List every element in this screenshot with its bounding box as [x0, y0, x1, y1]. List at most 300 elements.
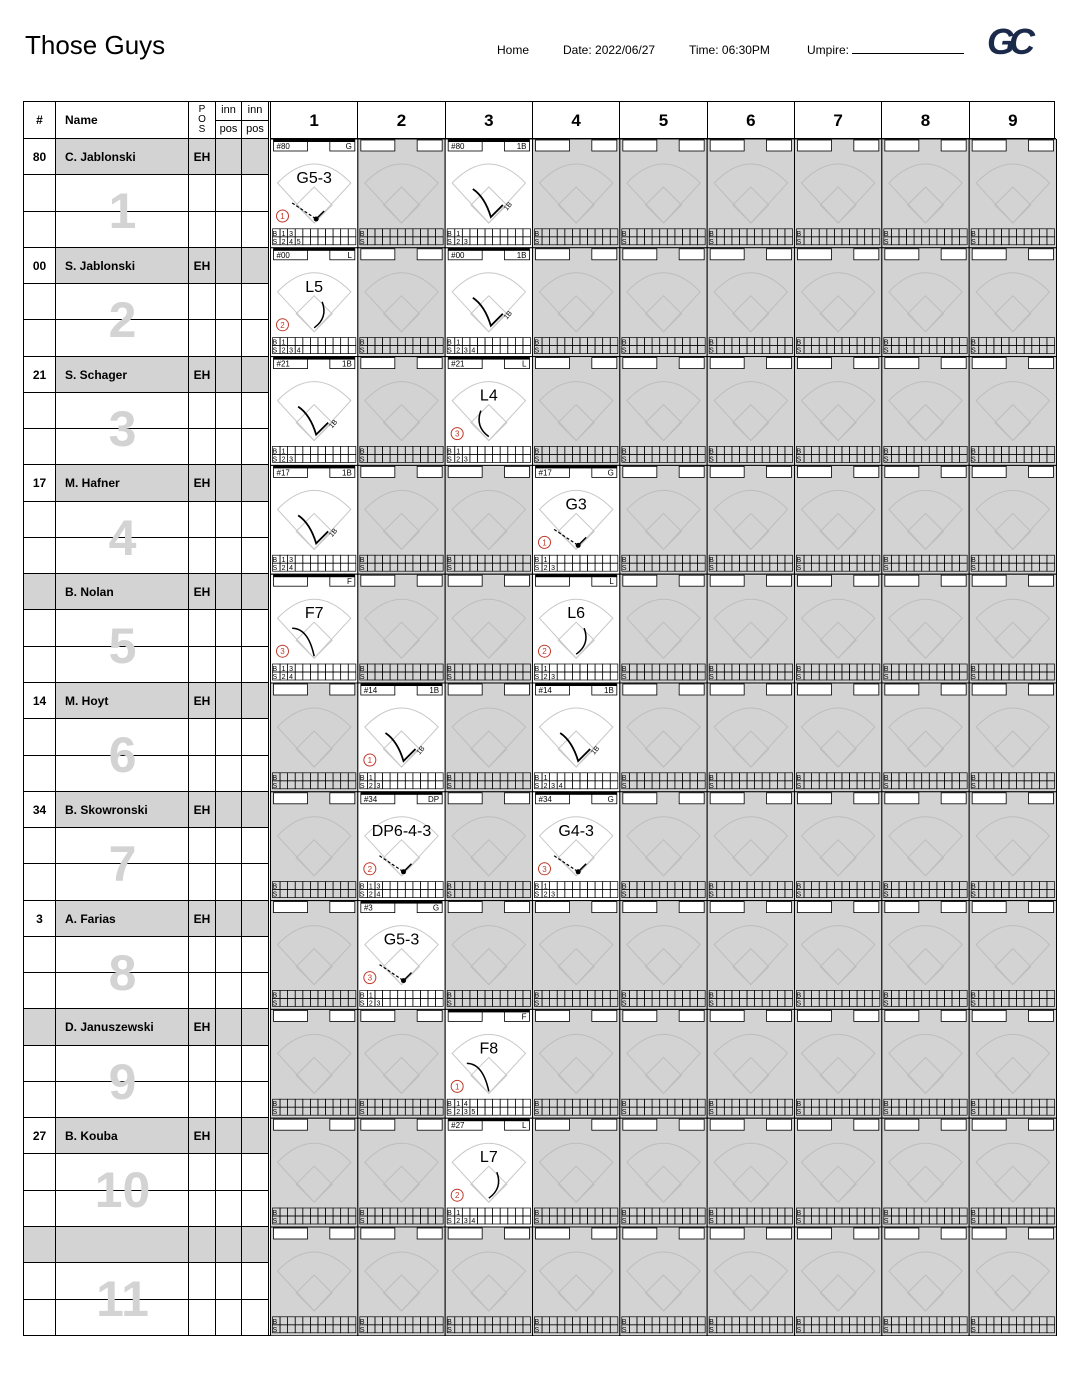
- result-tag-box: [504, 793, 529, 804]
- at-bat-cell: [532, 139, 619, 248]
- result-tag-box: [504, 684, 529, 695]
- balls-label: B: [272, 448, 277, 456]
- blank-pos-small-cell: [242, 1082, 269, 1118]
- sub-inn-cell: [216, 139, 242, 175]
- umpire-line: [852, 43, 964, 54]
- at-bat-box: [881, 574, 968, 683]
- strikes-label: S: [708, 238, 714, 246]
- strikes-label: S: [970, 456, 976, 464]
- at-bat-cell: [357, 248, 444, 357]
- blank-num-cell: [24, 828, 56, 864]
- blank-pos-cell: [189, 175, 216, 211]
- batter-tag: #17: [276, 468, 290, 478]
- result-tag: 1B: [516, 142, 526, 151]
- batter-tag-box: [273, 793, 307, 804]
- play-notation: G3: [564, 496, 587, 514]
- result-tag-box: [1028, 1228, 1053, 1239]
- strikes-label: S: [708, 1000, 714, 1008]
- blank-pos-cell: [189, 1263, 216, 1299]
- result-tag-box: [329, 1010, 354, 1021]
- result-tag-box: [1028, 684, 1053, 695]
- result-tag-box: [679, 793, 704, 804]
- batter-tag-box: [884, 1228, 918, 1239]
- strikes-label: S: [796, 238, 801, 246]
- blank-pos-small-cell: [242, 973, 269, 1009]
- at-bat-cell: [707, 901, 794, 1010]
- blank-num-cell: [24, 864, 56, 900]
- batter-tag-box: [797, 358, 831, 369]
- strike-count: 5: [296, 238, 301, 246]
- balls-label: B: [796, 230, 801, 238]
- at-bat-cell: [270, 901, 357, 1010]
- out-number: 3: [367, 973, 372, 983]
- player-name: S. Schager: [56, 357, 189, 393]
- inning-header-5: 5: [619, 102, 706, 139]
- blank-num-cell: [24, 175, 56, 211]
- batter-tag: #34: [363, 794, 377, 804]
- player-position: EH: [189, 465, 216, 501]
- active-bar: [273, 574, 354, 577]
- balls-label: B: [970, 883, 976, 891]
- balls-label: B: [446, 448, 452, 456]
- hit-label: 1B: [327, 418, 339, 430]
- strikes-label: S: [272, 1109, 277, 1117]
- strike-count: 3: [463, 1109, 468, 1117]
- batter-tag-box: [273, 902, 307, 913]
- at-bat-cell: [881, 574, 968, 683]
- strike-count: 2: [455, 456, 460, 464]
- out-number: 2: [541, 647, 547, 657]
- strikes-label: S: [272, 674, 277, 681]
- result-tag-box: [417, 358, 442, 369]
- batter-tag-box: [535, 140, 569, 151]
- result-tag: G: [432, 903, 439, 913]
- at-bat-box: [619, 792, 706, 901]
- blank-inn-cell: [216, 1263, 242, 1299]
- batter-tag-box: [710, 575, 744, 586]
- player-number: 3: [24, 901, 56, 937]
- at-bat-cell: [619, 465, 706, 574]
- strikes-label: S: [446, 347, 452, 355]
- batter-tag-box: [972, 1228, 1006, 1239]
- strike-count: 2: [281, 238, 285, 246]
- strikes-label: S: [708, 674, 714, 681]
- play-notation: L7: [479, 1149, 498, 1167]
- strikes-label: S: [272, 347, 277, 355]
- ball-count: 1: [455, 230, 460, 238]
- blank-num-cell: [24, 1046, 56, 1082]
- at-bat-box: [969, 574, 1056, 683]
- result-tag-box: [941, 249, 966, 260]
- at-bat-box: [357, 1009, 444, 1118]
- blank-num-cell: [24, 429, 56, 465]
- strike-count: 3: [375, 782, 380, 790]
- strike-count: 2: [455, 238, 460, 246]
- hit-label: 1B: [502, 201, 514, 213]
- strike-count: 2: [543, 782, 547, 790]
- blank-pos-small-cell: [242, 1046, 269, 1082]
- at-bat-cell: [707, 1227, 794, 1336]
- balls-label: B: [621, 666, 627, 673]
- active-bar: [535, 574, 616, 577]
- at-bat-box: [794, 901, 881, 1010]
- at-bat-box: [532, 1009, 619, 1118]
- result-tag-box: [853, 575, 878, 586]
- out-number: 3: [279, 647, 285, 657]
- blank-num-cell: [24, 1263, 56, 1299]
- at-bat-box: [619, 248, 706, 357]
- sub-inn-cell: [216, 683, 242, 719]
- batter-tag-box: [360, 249, 394, 260]
- balls-label: B: [883, 1318, 889, 1326]
- batter-tag-box: [710, 358, 744, 369]
- balls-label: B: [446, 992, 452, 1000]
- at-bat-cell: [794, 683, 881, 792]
- play-notation: G4-3: [557, 822, 594, 840]
- blank-pos-small-cell: [242, 393, 269, 429]
- result-tag-box: [853, 684, 878, 695]
- batter-tag-box: [622, 684, 656, 695]
- balls-label: B: [970, 1318, 976, 1326]
- result-tag-box: [591, 902, 616, 913]
- blank-pos-cell: [189, 320, 216, 356]
- at-bat-cell: [619, 248, 706, 357]
- strike-count: 2: [281, 674, 285, 681]
- batter-tag-box: [273, 1119, 307, 1130]
- ball-count: 1: [455, 1210, 460, 1217]
- ball-count: 1: [368, 883, 373, 891]
- result-tag-box: [853, 1228, 878, 1239]
- balls-label: B: [970, 230, 976, 238]
- balls-label: B: [446, 1210, 452, 1217]
- blank-inn-cell: [216, 828, 242, 864]
- balls-label: B: [272, 1101, 277, 1109]
- balls-label: B: [272, 1318, 277, 1326]
- balls-label: B: [272, 992, 277, 1000]
- balls-label: B: [883, 557, 889, 565]
- result-tag-box: [853, 466, 878, 477]
- at-bat-box: [619, 901, 706, 1010]
- at-bat-cell: [532, 1118, 619, 1227]
- sub-inn-cell: [216, 357, 242, 393]
- ball-count: 1: [281, 448, 285, 456]
- at-bat-box: [707, 683, 794, 792]
- batting-order-number: 8: [108, 944, 137, 1001]
- at-bat-box: [532, 139, 619, 248]
- at-bat-box: [270, 248, 357, 357]
- result-tag: G: [345, 142, 352, 151]
- blank-pos-cell: [189, 1082, 216, 1118]
- inning-header-3: 3: [445, 102, 532, 139]
- out-number: 2: [454, 1191, 459, 1201]
- balls-label: B: [359, 992, 365, 1000]
- at-bat-box: [707, 1227, 794, 1336]
- strikes-label: S: [446, 1218, 452, 1225]
- result-tag-box: [591, 1119, 616, 1130]
- at-bat-cell: [357, 465, 444, 574]
- at-bat-box: [270, 1118, 357, 1227]
- result-tag-box: [417, 1010, 442, 1021]
- result-tag: L: [521, 1121, 526, 1131]
- at-bat-box: [357, 1227, 444, 1336]
- balls-label: B: [359, 774, 365, 782]
- batter-tag-box: [797, 1010, 831, 1021]
- strikes-label: S: [970, 565, 976, 573]
- strike-count: 2: [543, 674, 547, 681]
- at-bat-box: [619, 139, 706, 248]
- strikes-label: S: [446, 1109, 452, 1117]
- at-bat-cell: [357, 1227, 444, 1336]
- strike-count: 3: [550, 891, 555, 899]
- blank-pos-cell: [189, 429, 216, 465]
- at-bat-box: [707, 574, 794, 683]
- sub-inn-cell: [216, 465, 242, 501]
- blank-pos-cell: [189, 212, 216, 248]
- result-tag-box: [504, 575, 529, 586]
- inning-header-4: 4: [532, 102, 619, 139]
- player-position: EH: [189, 248, 216, 284]
- batter-tag-box: [884, 575, 918, 586]
- at-bat-cell: [270, 1009, 357, 1118]
- balls-label: B: [796, 339, 801, 347]
- at-bat-box: [270, 574, 357, 683]
- inning-header-6: 6: [707, 102, 794, 139]
- blank-pos-cell: [189, 284, 216, 320]
- blank-pos-small-cell: [242, 212, 269, 248]
- at-bat-cell: [707, 792, 794, 901]
- batter-tag-box: [972, 575, 1006, 586]
- sub-pos-cell: [242, 357, 269, 393]
- player-name: M. Hafner: [56, 465, 189, 501]
- strikes-label: S: [446, 1000, 452, 1008]
- blank-inn-cell: [216, 284, 242, 320]
- strike-count: 2: [455, 1109, 460, 1117]
- at-bat-cell: [881, 357, 968, 466]
- balls-label: B: [359, 1101, 365, 1109]
- result-tag-box: [941, 466, 966, 477]
- strikes-label: S: [970, 782, 976, 790]
- blank-pos-small-cell: [242, 864, 269, 900]
- result-tag-box: [941, 1228, 966, 1239]
- at-bat-box: [270, 792, 357, 901]
- scorebook-sheet: [23, 101, 1055, 1336]
- player-position: EH: [189, 574, 216, 610]
- umpire-field: [807, 43, 964, 57]
- sub-pos-cell: [242, 1009, 269, 1045]
- batter-tag-box: [622, 140, 656, 151]
- strikes-label: S: [534, 1326, 539, 1334]
- balls-label: B: [534, 448, 539, 456]
- blank-pos-small-cell: [242, 175, 269, 211]
- strikes-label: S: [621, 674, 627, 681]
- at-bat-cell: [881, 139, 968, 248]
- player-number: 14: [24, 683, 56, 719]
- balls-label: B: [970, 992, 976, 1000]
- at-bat-box: [357, 465, 444, 574]
- batter-tag: #14: [538, 686, 552, 695]
- blank-pos-cell: [189, 610, 216, 646]
- ball-count: 1: [543, 557, 547, 565]
- batter-tag-box: [535, 1228, 569, 1239]
- balls-label: B: [708, 774, 714, 782]
- balls-label: B: [272, 557, 277, 565]
- result-tag-box: [941, 684, 966, 695]
- at-bat-box: [881, 1009, 968, 1118]
- strike-count: 3: [375, 1000, 380, 1008]
- at-bat-box: [881, 1227, 968, 1336]
- strikes-label: S: [796, 891, 801, 899]
- blank-pos-small-cell: [242, 1154, 269, 1190]
- ball-count: 3: [288, 666, 293, 673]
- blank-pos-cell: [189, 1300, 216, 1336]
- at-bat-cell: [532, 248, 619, 357]
- result-tag-box: [417, 140, 442, 151]
- blank-pos-cell: [189, 1191, 216, 1227]
- strikes-label: S: [534, 456, 539, 464]
- at-bat-box: [969, 1118, 1056, 1227]
- balls-label: B: [272, 774, 277, 782]
- result-tag-box: [679, 466, 704, 477]
- batter-tag-box: [360, 575, 394, 586]
- at-bat-cell: [270, 1227, 357, 1336]
- batter-tag-box: [972, 1010, 1006, 1021]
- batter-tag: #14: [363, 686, 377, 695]
- blank-pos-cell: [189, 393, 216, 429]
- batter-tag-box: [972, 466, 1006, 477]
- at-bat-cell: [969, 901, 1056, 1010]
- blank-pos-cell: [189, 1154, 216, 1190]
- at-bat-cell: [532, 1227, 619, 1336]
- strikes-label: S: [359, 1000, 365, 1008]
- strikes-label: S: [970, 891, 976, 899]
- result-tag: F: [521, 1012, 526, 1022]
- blank-pos-small-cell: [242, 828, 269, 864]
- balls-label: B: [970, 448, 976, 456]
- result-tag: G: [607, 794, 614, 804]
- at-bat-cell: [445, 574, 532, 683]
- balls-label: B: [446, 774, 452, 782]
- batter-tag-box: [710, 466, 744, 477]
- blank-inn-cell: [216, 647, 242, 683]
- strikes-label: S: [534, 1000, 539, 1008]
- at-bat-box: [707, 139, 794, 248]
- strikes-label: S: [883, 1326, 889, 1334]
- at-bat-box: [532, 357, 619, 466]
- result-tag-box: [1028, 902, 1053, 913]
- result-tag-box: [591, 1010, 616, 1021]
- blank-num-cell: [24, 719, 56, 755]
- blank-inn-cell: [216, 864, 242, 900]
- blank-inn-cell: [216, 610, 242, 646]
- at-bat-box: [532, 248, 619, 357]
- strike-count: 3: [463, 347, 468, 355]
- pos-header-letter: P: [198, 104, 206, 115]
- balls-label: B: [359, 883, 365, 891]
- at-bat-cell: [794, 901, 881, 1010]
- at-bat-cell: [270, 683, 357, 792]
- at-bat-cell: [707, 1009, 794, 1118]
- strikes-label: S: [621, 347, 627, 355]
- strikes-label: S: [970, 674, 976, 681]
- strikes-label: S: [883, 565, 889, 573]
- pos-small-header-1: pos: [216, 121, 242, 140]
- team-title: Those Guys: [25, 30, 166, 60]
- strikes-label: S: [708, 456, 714, 464]
- batting-order-number: 6: [108, 727, 137, 784]
- result-tag-box: [941, 358, 966, 369]
- at-bat-box: [445, 1009, 532, 1118]
- ball-count: 1: [281, 230, 285, 238]
- at-bat-cell: [794, 248, 881, 357]
- batter-tag-box: [710, 902, 744, 913]
- result-tag-box: [853, 1119, 878, 1130]
- strikes-label: S: [796, 456, 801, 464]
- at-bat-box: [794, 465, 881, 574]
- strike-count: 2: [281, 347, 285, 355]
- strikes-label: S: [970, 1326, 976, 1334]
- balls-label: B: [359, 557, 365, 565]
- at-bat-cell: [794, 357, 881, 466]
- active-bar: [448, 1118, 529, 1121]
- at-bat-cell: [619, 792, 706, 901]
- sub-pos-cell: [242, 901, 269, 937]
- blank-pos-cell: [189, 864, 216, 900]
- active-bar: [360, 792, 441, 795]
- result-tag-box: [1028, 793, 1053, 804]
- balls-label: B: [446, 883, 452, 891]
- play-notation: L6: [566, 605, 585, 623]
- at-bat-cell: [619, 357, 706, 466]
- balls-label: B: [708, 992, 714, 1000]
- batter-tag-box: [622, 1010, 656, 1021]
- sub-inn-cell: [216, 1009, 242, 1045]
- strikes-label: S: [359, 1109, 365, 1117]
- strike-count: 4: [558, 782, 563, 790]
- at-bat-box: [357, 1118, 444, 1227]
- result-tag-box: [1028, 358, 1053, 369]
- at-bat-box: [881, 465, 968, 574]
- batting-order-number: 11: [96, 1271, 149, 1328]
- batter-tag-box: [884, 902, 918, 913]
- blank-pos-cell: [189, 1046, 216, 1082]
- play-notation: DP6-4-3: [371, 822, 431, 840]
- at-bat-cell: [881, 248, 968, 357]
- strikes-label: S: [796, 565, 801, 573]
- result-tag-box: [853, 249, 878, 260]
- out-number: 1: [454, 1082, 459, 1092]
- balls-label: B: [359, 448, 365, 456]
- out-number: 2: [367, 864, 372, 874]
- ball-count: 1: [281, 557, 285, 565]
- col-name-header: Name: [56, 102, 189, 139]
- balls-label: B: [970, 339, 976, 347]
- balls-label: B: [446, 339, 452, 347]
- sub-pos-cell: [242, 683, 269, 719]
- result-tag-box: [1028, 575, 1053, 586]
- strikes-label: S: [883, 891, 889, 899]
- batter-tag-box: [797, 140, 831, 151]
- batter-tag-box: [972, 793, 1006, 804]
- at-bat-cell: [357, 139, 444, 248]
- result-tag-box: [766, 358, 791, 369]
- batter-tag-box: [622, 358, 656, 369]
- batter-tag: #27: [450, 1121, 465, 1131]
- active-bar: [448, 248, 529, 251]
- result-tag-box: [679, 1119, 704, 1130]
- at-bat-cell: [619, 683, 706, 792]
- at-bat-box: [445, 683, 532, 792]
- strike-count: 2: [368, 1000, 373, 1008]
